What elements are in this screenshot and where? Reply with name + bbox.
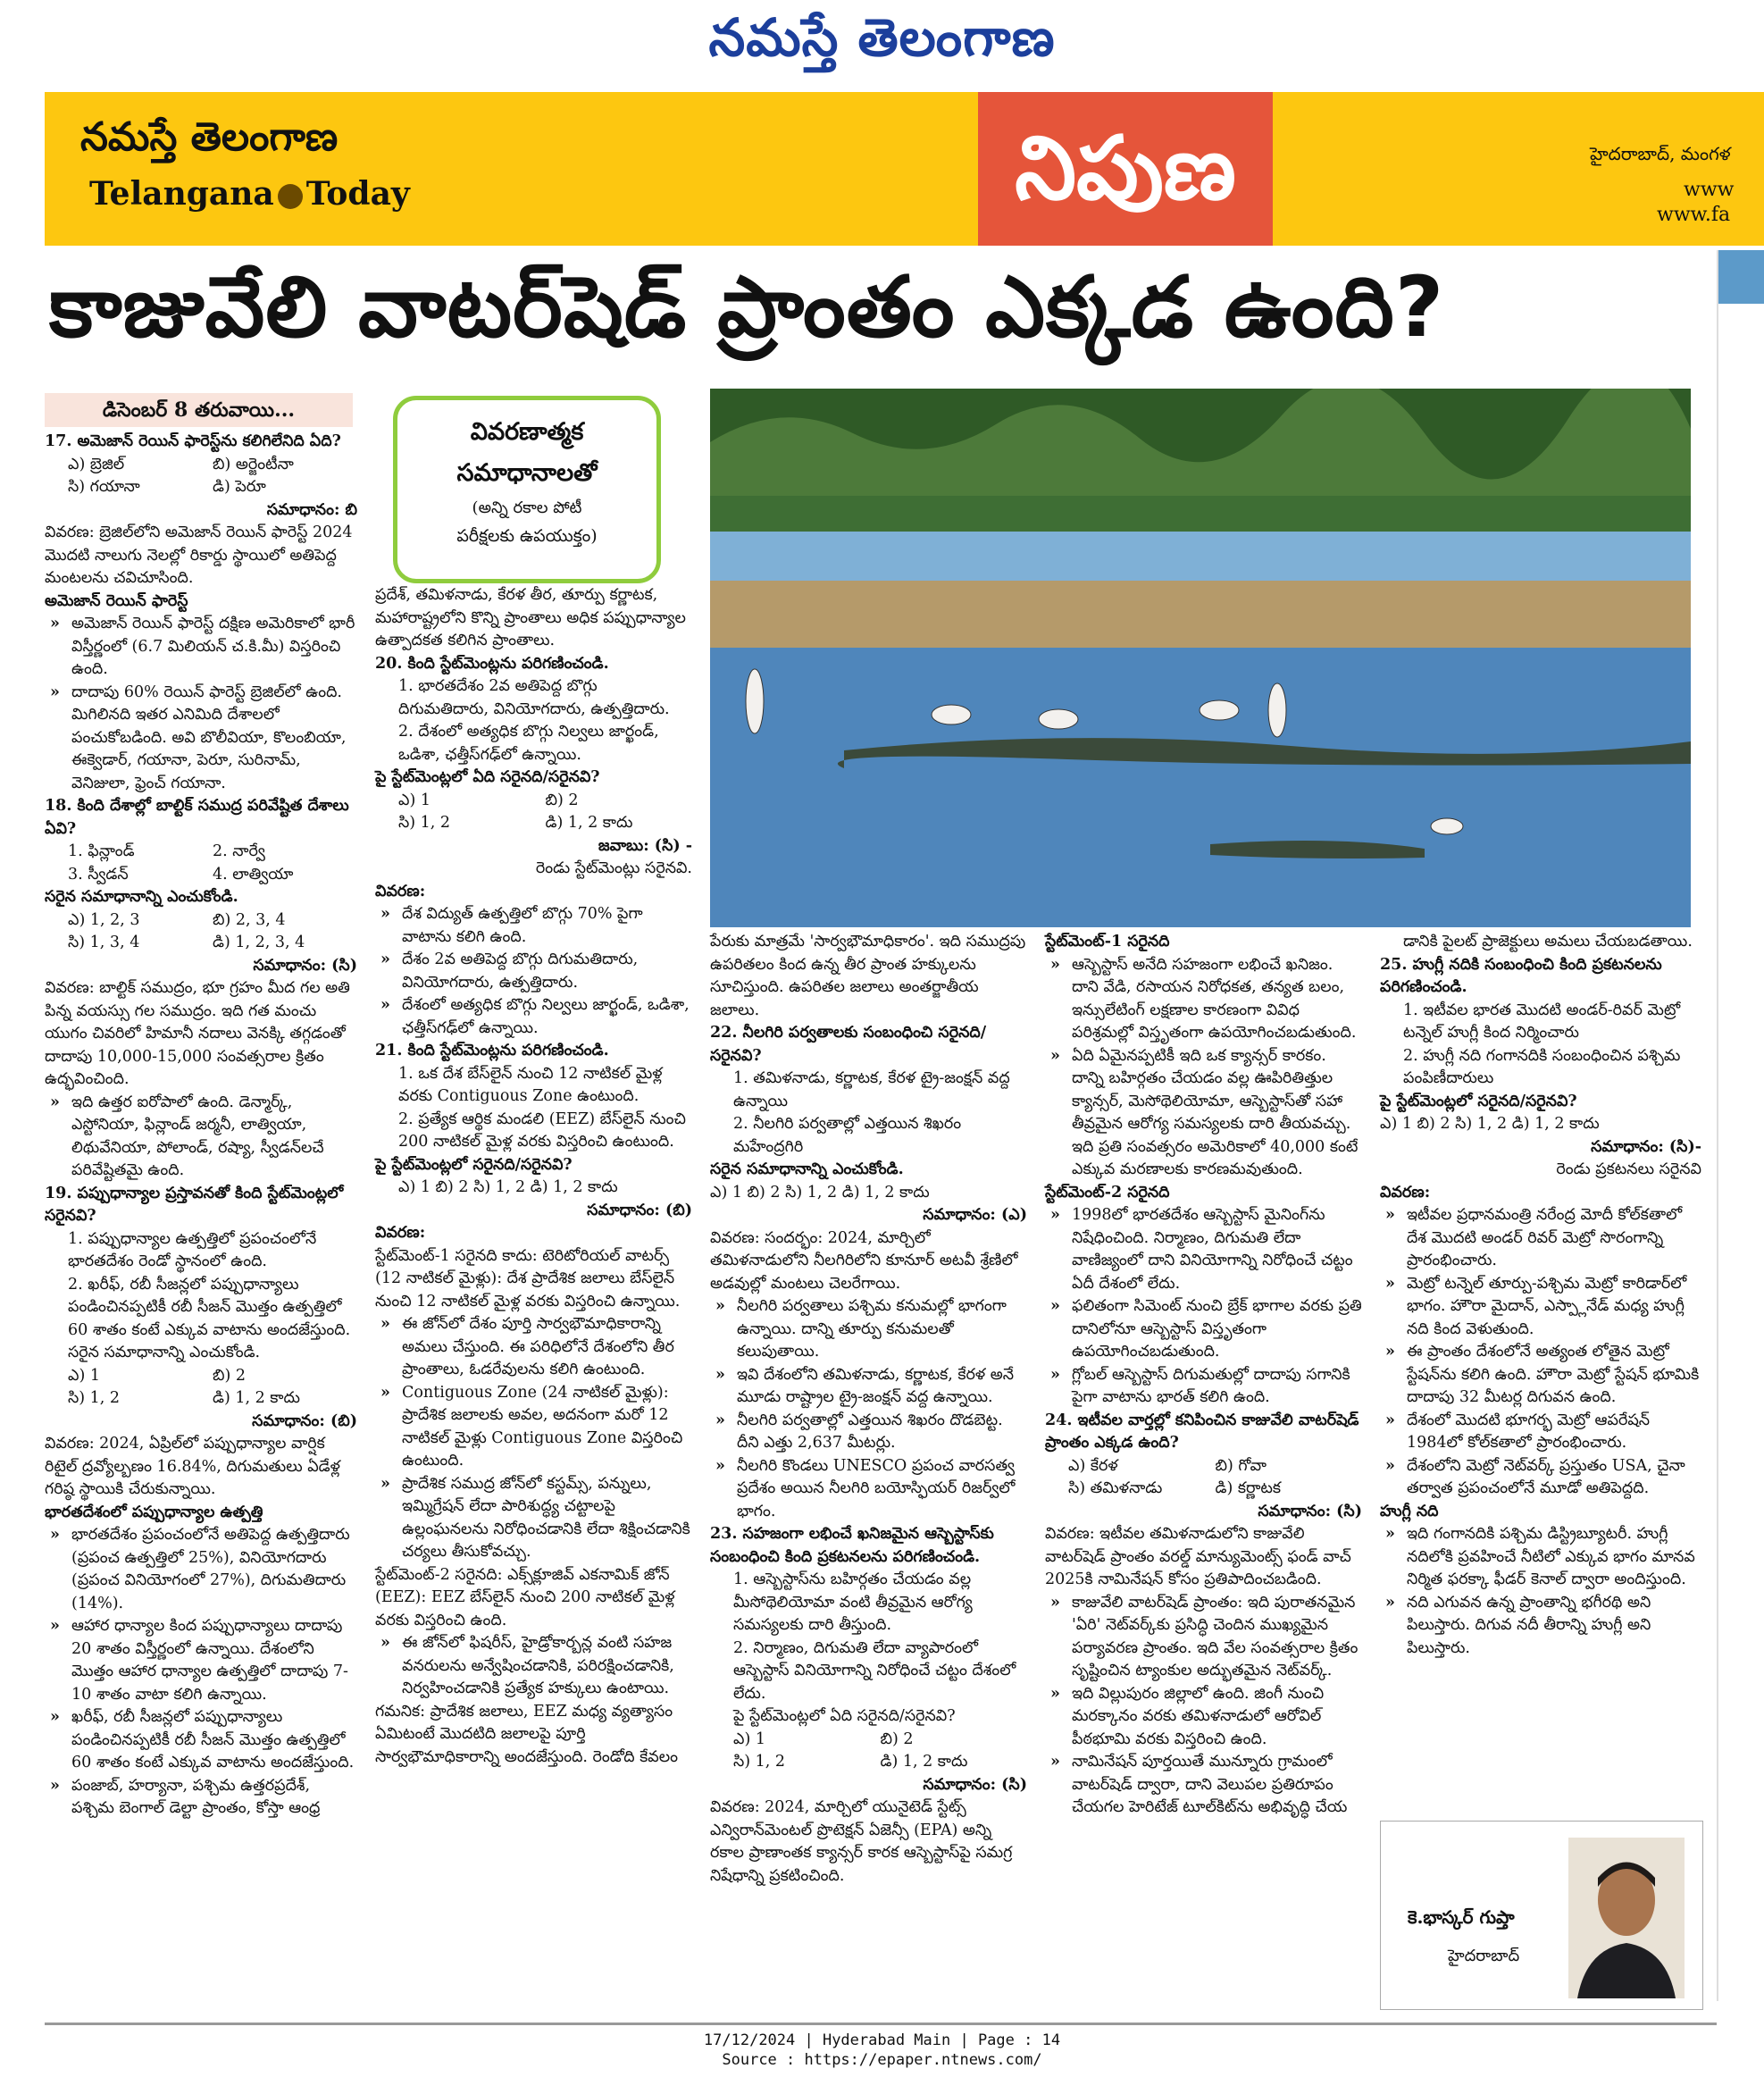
q21-point-4: » ఈ జోన్‌లో ఫిషరీస్, హైడ్రోకార్బన్ల వంటి సహజ వనరులను అన్వేషించడానికి, పరిరక్షించడానికి, నిర్వహించడానికి ప్రత్యేక హక్కులు ఉంటాయి. xyxy=(375,1632,692,1701)
q19-options-row2 xyxy=(45,1387,357,1411)
q17-options-row1 xyxy=(45,454,357,477)
q23-options-row1 xyxy=(710,1729,1027,1752)
q17-text: 17. అమెజాన్ రెయిన్ ఫారెస్ట్‌ను కలిగిలేనిది ఏది? xyxy=(45,432,341,450)
column-5 xyxy=(1380,931,1701,1660)
q22-answer: సమాధానం: (ఎ) xyxy=(923,1206,1027,1224)
callout-line4: పరీక్షలకు ఉపయుక్తం) xyxy=(456,526,598,546)
q24-option-d: డి) కర్ణాటక xyxy=(1215,1479,1282,1497)
q20-point-3: » దేశంలో అత్యధిక బొగ్గు నిల్వలు జార్ఖండ్, ఒడిశా, ఛత్తీస్‌గఢ్‌లో ఉన్నాయి. xyxy=(375,994,692,1040)
q23-prompt: పై స్టేట్‌మెంట్లలో ఏది సరైనది/సరైనవి? xyxy=(733,1707,956,1725)
pulses-point-3: » ఖరీఫ్, రబీ సీజన్లలో పప్పుధాన్యాలు పండించినప్పటికీ రబీ సీజన్ మొత్తం ఉత్పత్తిలో 60 శాతం కంటే ఎక్కువ వాటాను అందజేస్తుంది. xyxy=(45,1706,357,1775)
q19-statement-2: 2. ఖరీఫ్, రబీ సీజన్లలో పప్పుధాన్యాలు పండించినప్పటికీ రబీ సీజన్ మొత్తం ఉత్పత్తిలో 60 శాతం కంటే ఎక్కువ వాటాను అందజేస్తుంది. xyxy=(68,1275,351,1339)
hooghly-point-5: » దేశంలోని మెట్రో నెట్‌వర్క్ ప్రస్తుతం USA, చైనా తర్వాత ప్రపంచంలోనే మూడో అతిపెద్దది. xyxy=(1380,1455,1701,1501)
q18-items-row1 xyxy=(45,841,357,864)
q18-answer: సమాధానం: (సి) xyxy=(253,956,357,975)
page-headline: కాజువేలి వాటర్‌షెడ్ ప్రాంతం ఎక్కడ ఉంది? xyxy=(49,259,1445,356)
q20-statement-2: 2. దేశంలో అత్యధిక బొగ్గు నిల్వలు జార్ఖండ్, ఒడిశా, ఛత్తీస్‌గఢ్‌లో ఉన్నాయి. xyxy=(398,723,659,764)
q17-option-b: బి) అర్జెంటీనా xyxy=(213,455,294,473)
hooghly-point-2: » మెట్రో టన్నెల్ తూర్పు-పశ్చిమ మెట్రో కారిడార్‌లో భాగం. హౌరా మైదాన్, ఎస్ప్లానేడ్ మధ్య హుగ్లీ నది కింద వెళుతుంది. xyxy=(1380,1273,1701,1342)
q20-option-c: సి) 1, 2 xyxy=(398,814,451,832)
q18-prompt: సరైన సమాధానాన్ని ఎంచుకోండి. xyxy=(45,888,238,906)
hooghly-point-3: » ఈ ప్రాంతం దేశంలోనే అత్యంత లోతైన మెట్రో స్టేషన్‌ను కలిగి ఉంది. హౌరా మెట్రో స్టేషన్ భూమికి దాదాపు 32 మీటర్ల దిగువన ఉంది. xyxy=(1380,1341,1701,1410)
q23-text: 23. సహజంగా లభించే ఖనిజమైన ఆస్బెస్టాస్‌కు సంబంధించి కింది ప్రకటనలను పరిగణించండి. xyxy=(710,1525,994,1566)
q18-point-1: » ఇది ఉత్తర ఐరోపాలో ఉంది. డెన్మార్క్, ఎస్టోనియా, ఫిన్లాండ్ జర్మనీ, లాత్వియా, లిథువేనియా, పోలాండ్, రష్యా, స్వీడన్‌లచే పరివేష్టితమై ఉంది. xyxy=(45,1092,357,1183)
q21-explanation-label: వివరణ: xyxy=(375,1224,426,1242)
q17-option-a: ఎ) బ్రెజిల్ xyxy=(68,455,125,473)
asbestos-point-3: » 1998లో భారతదేశం ఆస్బెస్టాస్ మైనింగ్‌ను నిషేధించింది. నిర్మాణం, దిగుమతి లేదా వాణిజ్యంలో దాని వినియోగాన్ని నిరోధించే చట్టం ఏదీ దేశంలో లేదు. xyxy=(1045,1204,1362,1295)
pulses-heading: భారతదేశంలో పప్పుధాన్యాల ఉత్పత్తి xyxy=(45,1503,263,1521)
brand-english-part1: Telangana xyxy=(89,175,274,213)
q17-options-row2 xyxy=(45,476,357,499)
q19-option-d: డి) 1, 2 కాదు xyxy=(213,1389,300,1407)
asbestos-point-5: » గ్లోబల్ ఆస్బెస్టాస్ దిగుమతుల్లో దాదాపు సగానికి పైగా వాటాను భారత్ కలిగి ఉంది. xyxy=(1045,1364,1362,1410)
q18-item-4: 4. లాత్వియా xyxy=(213,865,294,884)
q18-item-2: 2. నార్వే xyxy=(213,842,265,860)
q19-options-row1 xyxy=(45,1365,357,1388)
author-name: కె.భాస్కర్ గుప్తా xyxy=(1408,1906,1515,1928)
masthead-title: నమస్తే తెలంగాణ xyxy=(708,7,1056,68)
q21-point-1: » ఈ జోన్‌లో దేశం పూర్తి సార్వభౌమాధికారాన్ని అమలు చేస్తుంది. ఈ పరిధిలోనే దేశంలోని తీర ప్రాంతాలు, ఓడరేవులను కలిగి ఉంటుంది. xyxy=(375,1313,692,1382)
q21-note: గమనిక: ప్రాదేశిక జలాలు, EEZ మధ్య వ్యత్యాసం ఏమిటంటే మొదటిది జలాలపై పూర్తి సార్వభౌమాధికారాన్ని అందజేస్తుంది. రెండోది కేవలం xyxy=(375,1702,679,1766)
asbestos-point-4: » ఫలితంగా సిమెంట్ నుంచి బ్రేక్ భాగాల వరకు ప్రతి దానిలోనూ ఆస్బెస్టాస్ విస్తృతంగా ఉపయోగించబడుతుంది. xyxy=(1045,1295,1362,1364)
q20-explanation-label: వివరణ: xyxy=(375,882,426,900)
q21-point-2: » Contiguous Zone (24 నాటికల్ మైళ్లు): ప్రాదేశిక జలాలకు అవల, అదనంగా మరో 12 నాటికల్ మైళ్లు Contiguous Zone విస్తరించి ఉంటుంది. xyxy=(375,1382,692,1473)
kazhuveli-point-3: » నామినేషన్ పూర్తయితే మున్నూరు గ్రామంలో వాటర్‌షెడ్ ద్వారా, దాని వెలుపల ప్రతిరూపం చేయగల హెరిటేజ్ టూల్‌కిట్‌ను అభివృద్ధి చేయ xyxy=(1045,1751,1362,1820)
q20-option-b: బి) 2 xyxy=(545,791,579,809)
author-photo xyxy=(1568,1838,1685,1998)
q18-text: 18. కింది దేశాల్లో బాల్టిక్ సముద్ర పరివేష్టిత దేశాలు ఏవి? xyxy=(45,797,349,838)
q21-point-3: » ప్రాదేశిక సముద్ర జోన్‌లో కస్టమ్స్, పన్నులు, ఇమ్మిగ్రేషన్ లేదా పారిశుద్ధ్య చట్టాలపై ఉల్లంఘనలను నిరోధించడానికి లేదా శిక్షించడానికి చర్యలు తీసుకోవచ్చు. xyxy=(375,1473,692,1564)
q23-option-d: డి) 1, 2 కాదు xyxy=(880,1753,968,1771)
q20-statement-1: 1. భారతదేశం 2వ అతిపెద్ద బొగ్గు దిగుమతిదారు, వినియోగదారు, ఉత్పత్తిదారు. xyxy=(398,677,670,718)
q20-point-1: » దేశ విద్యుత్ ఉత్పత్తిలో బొగ్గు 70% పైగా వాటాను కలిగి ఉంది. xyxy=(375,903,692,949)
kazhuveli-point-1: » కాజువేలి వాటర్‌షెడ్ ప్రాంతం: ఇది పురాతనమైన 'ఏరి' నెట్‌వర్క్‌కు ప్రసిద్ధి చెందిన ముఖ్యమైన పర్యావరణ ప్రాంతం. ఇది వేల సంవత్సరాల క్రితం సృష్టించిన ట్యాంకుల అద్భుతమైన నెట్‌వర్క్. xyxy=(1045,1592,1362,1683)
q20-options-row2 xyxy=(375,812,692,835)
author-box xyxy=(1380,1821,1703,2010)
continued-subhead: డిసెంబర్ 8 తరువాయి... xyxy=(45,393,353,427)
q20-answer: జవాబు: (సి) - xyxy=(598,836,692,855)
section-name: నిపుణ xyxy=(978,92,1273,246)
q21-options: ఎ) 1 బి) 2 సి) 1, 2 డి) 1, 2 కాదు xyxy=(398,1178,618,1196)
q20-answer-note: రెండు స్టేట్‌మెంట్లు సరైనవి. xyxy=(535,859,692,877)
asbestos-point-2: » ఏది ఏమైనప్పటికీ ఇది ఒక క్యాన్సర్ కారకం. దాన్ని బహిర్గతం చేయడం వల్ల ఊపిరితిత్తుల క్యాన్సర్, మెసోథెలియోమా, ఆస్బెస్టాస్‌తో సహా తీవ్రమైన ఆరోగ్య సమస్యలకు దారి తీయవచ్చు. ఇది ప్రతి సంవత్సరం అమెరికాలో 40,000 కంటే ఎక్కువ మరణాలకు కారణమవుతుంది. xyxy=(1045,1045,1362,1182)
q24-answer: సమాధానం: (సి) xyxy=(1258,1502,1362,1520)
statement-2-heading: స్టేట్‌మెంట్-2 సరైనది xyxy=(1045,1183,1170,1202)
q22-prompt: సరైన సమాధానాన్ని ఎంచుకోండి. xyxy=(710,1160,904,1178)
q25-statement-1: 1. ఇటీవల భారత మొదటి అండర్-రివర్ మెట్రో టన్నెల్ హుగ్లీ కింద నిర్మించారు xyxy=(1403,1001,1681,1042)
q18-option-d: డి) 1, 2, 3, 4 xyxy=(213,934,305,951)
photo-illustration xyxy=(710,389,1691,927)
q20-prompt: పై స్టేట్‌మెంట్లలో ఏది సరైనది/సరైనవి? xyxy=(375,768,600,786)
q21-prompt: పై స్టేట్‌మెంట్లలో సరైనది/సరైనవి? xyxy=(375,1155,573,1174)
hooghly-river-point-2: » నది ఎగువన ఉన్న ప్రాంతాన్ని భగీరథి అని పిలుస్తారు. దిగువ నదీ తీరాన్ని హుగ్లీ అని పిలుస్తారు. xyxy=(1380,1592,1701,1661)
q18-items-row2 xyxy=(45,864,357,887)
q22-point-4: » నీలగిరి కొండలు UNESCO ప్రపంచ వారసత్వ ప్రదేశం అయిన నీలగిరి బయోస్ఫియర్ రిజర్వ్‌లో భాగం. xyxy=(710,1455,1027,1524)
emblem-icon xyxy=(278,184,303,209)
q24-option-a: ఎ) కేరళ xyxy=(1068,1456,1118,1475)
callout-box xyxy=(393,396,661,583)
q19-statement-1: 1. పప్పుధాన్యాల ఉత్పత్తిలో ప్రపంచంలోనే భారతదేశం రెండో స్థానంలో ఉంది. xyxy=(68,1229,317,1270)
col3-continued: పేరుకు మాత్రమే 'సార్వభౌమాధికారం'. ఇది సముద్రపు ఉపరితలం కింద ఉన్న తీర ప్రాంత హక్కులను సూచిస్తుంది. ఉపరితల జలాలు అంతర్జాతీయ జలాలు. xyxy=(710,933,1026,1019)
q24-explanation: వివరణ: ఇటీవల తమిళనాడులోని కాజువేలి వాటర్‌షెడ్ ప్రాంతం వరల్డ్ మాన్యుమెంట్స్ ఫండ్ వాచ్ 2025కి నామినేషన్ కోసం ప్రతిపాదించబడింది. xyxy=(1045,1525,1351,1588)
q23-answer: సమాధానం: (సి) xyxy=(923,1775,1027,1794)
column-2 xyxy=(375,584,692,1769)
author-avatar xyxy=(1568,1838,1685,1998)
q19-option-b: బి) 2 xyxy=(213,1366,247,1385)
q17-answer: సమాధానం: బి xyxy=(266,500,357,519)
column-1 xyxy=(45,431,357,1821)
q22-point-2: » ఇవి దేశంలోని తమిళనాడు, కర్ణాటక, కేరళ అనే మూడు రాష్ట్రాల ట్రై-జంక్షన్ వద్ద ఉన్నాయి. xyxy=(710,1364,1027,1410)
q23-options-row2 xyxy=(710,1751,1027,1774)
q22-point-1: » నీలగిరి పర్వతాలు పశ్చిమ కనుమల్లో భాగంగా ఉన్నాయి. దాన్ని తూర్పు కనుమలతో కలుపుతాయి. xyxy=(710,1295,1027,1364)
kazhuveli-point-2: » ఇది విల్లుపురం జిల్లాలో ఉంది. జింగీ నుంచి మరక్కానం వరకు తమిళనాడులో ఆరోవిల్ పీఠభూమి వరకు విస్తరించి ఉంది. xyxy=(1045,1683,1362,1752)
callout-line1: వివరణాత్మక xyxy=(470,418,584,446)
col2-continued: ప్రదేశ్, తమిళనాడు, కేరళ తీర, తూర్పు కర్ణాటక, మహారాష్ట్రలోని కొన్ని ప్రాంతాలు అధిక పప్పుధాన్యాల ఉత్పాదకత కలిగిన ప్రాంతాలు. xyxy=(375,586,686,649)
column-4 xyxy=(1045,931,1362,1820)
pulses-point-4: » పంజాబ్, హర్యానా, పశ్చిమ ఉత్తరప్రదేశ్, పశ్చిమ బెంగాల్ డెల్టా ప్రాంతం, కోస్తా ఆంధ్ర xyxy=(45,1775,357,1821)
hooghly-heading: హుగ్లీ నది xyxy=(1380,1502,1439,1520)
statement-1-heading: స్టేట్‌మెంట్-1 సరైనది xyxy=(1045,933,1170,951)
callout-line2: సమాధానాలతో xyxy=(456,459,598,487)
q18-option-b: బి) 2, 3, 4 xyxy=(213,910,286,929)
q20-option-a: ఎ) 1 xyxy=(398,791,431,809)
q22-text: 22. నీలగిరి పర్వతాలకు సంబంధించి సరైనది/సరైనవి? xyxy=(710,1024,987,1065)
q21-statement-1-detail: స్టేట్‌మెంట్-1 సరైనది కాదు: టెరిటోరియల్ వాటర్స్ (12 నాటికల్ మైళ్లు): దేశ ప్రాదేశిక జలాలు బేస్‌లైన్ నుంచి 12 నాటికల్ మైళ్ల వరకు విస్తరించి ఉన్నాయి. xyxy=(375,1246,681,1311)
q17-option-c: సి) గయానా xyxy=(68,478,140,496)
q18-item-1: 1. ఫిన్లాండ్ xyxy=(68,842,135,860)
q18-option-a: ఎ) 1, 2, 3 xyxy=(68,910,140,929)
column-3 xyxy=(710,931,1027,1888)
q25-prompt: పై స్టేట్‌మెంట్లలో సరైనది/సరైనవి? xyxy=(1380,1092,1577,1110)
q21-statement-2-detail: స్టేట్‌మెంట్-2 సరైనది: ఎక్స్‌క్లూజివ్ ఎకనామిక్ జోన్ (EEZ): EEZ బేస్‌లైన్ నుంచి 200 నాటికల్ మైళ్ల వరకు విస్తరించి ఉంది. xyxy=(375,1565,675,1629)
footer-source-line: Source : https://epaper.ntnews.com/ xyxy=(722,2051,1042,2069)
website-1: www xyxy=(1684,179,1735,201)
brand-english-part2: Today xyxy=(305,175,410,213)
callout-line3: (అన్ని రకాల పోటీ xyxy=(472,498,582,517)
q19-prompt: సరైన సమాధానాన్ని ఎంచుకోండి. xyxy=(68,1344,261,1361)
q17-explanation: వివరణ: బ్రెజిల్‌లోని అమెజాన్ రెయిన్ ఫారెస్ట్ 2024 మొదటి నాలుగు నెలల్లో రికార్డు స్థాయిలో అతిపెద్ద మంటలను చవిచూసింది. xyxy=(45,523,353,587)
q18-item-3: 3. స్వీడన్ xyxy=(68,865,129,884)
q25-explanation-label: వివరణ: xyxy=(1380,1183,1431,1202)
q20-point-2: » దేశం 2వ అతిపెద్ద బొగ్గు దిగుమతిదారు, వినియోగదారు, ఉత్పత్తిదారు. xyxy=(375,949,692,994)
q23-option-c: సి) 1, 2 xyxy=(733,1753,786,1771)
page-footer xyxy=(0,2031,1764,2070)
q19-explanation: వివరణ: 2024, ఏప్రిల్‌లో పప్పుధాన్యాల వార్షిక రిటైల్ ద్రవ్యోల్బణం 16.84%, దిగుమతులు ఏడేళ్ల గరిష్ఠ స్థాయికి చేరుకున్నాయి. xyxy=(45,1435,340,1498)
q18-option-c: సి) 1, 3, 4 xyxy=(68,934,140,951)
q24-options-row2 xyxy=(1045,1478,1362,1501)
brand-english xyxy=(89,175,410,213)
amazon-heading: అమెజాన్ రెయిన్ ఫారెస్ట్ xyxy=(45,591,188,610)
q22-statement-1: 1. తమిళనాడు, కర్ణాటక, కేరళ ట్రై-జంక్షన్ వద్ద ఉన్నాయి xyxy=(733,1069,1010,1110)
footer-date-line: 17/12/2024 | Hyderabad Main | Page : 14 xyxy=(703,2031,1061,2049)
asbestos-point-1: » ఆస్బెస్టాస్ అనేది సహజంగా లభించే ఖనిజం. దాని వేడి, రసాయన నిరోధకత, తన్యత బలం, ఇన్సులేటింగ్ లక్షణాల కారణంగా వివిధ పరిశ్రమల్లో విస్తృతంగా ఉపయోగించబడుతుంది. xyxy=(1045,954,1362,1045)
right-edge-strip xyxy=(1717,250,1764,2001)
hooghly-river-point-1: » ఇది గంగానదికి పశ్చిమ డిస్ట్రిబ్యూటరీ. హుగ్లీ నదిలోకి ప్రవహించే నీటిలో ఎక్కువ భాగం మానవ నిర్మిత ఫరక్కా ఫీడర్ కెనాల్ ద్వారా అందిస్తుంది. xyxy=(1380,1523,1701,1592)
amazon-point-2: » దాదాపు 60% రెయిన్ ఫారెస్ట్ బ్రెజిల్‌లో ఉంది. మిగిలినది ఇతర ఎనిమిది దేశాలలో పంచుకోబడింది. అవి బొలీవియా, కొలంబియా, ఈక్వెడార్, గయానా, పెరూ, సురినామ్, వెనిజులా, ఫ్రెంచ్ గయానా. xyxy=(45,682,357,796)
q21-text: 21. కింది స్టేట్‌మెంట్లను పరిగణించండి. xyxy=(375,1042,609,1059)
q21-statement-1: 1. ఒక దేశ బేస్‌లైన్ నుంచి 12 నాటికల్ మైళ్ల వరకు Contiguous Zone ఉంటుంది. xyxy=(398,1064,663,1105)
col5-continued: డానికి పైలట్ ప్రాజెక్టులు అమలు చేయబడతాయి. xyxy=(1403,933,1693,951)
lake-birds-photo xyxy=(710,389,1691,927)
q18-options-row2 xyxy=(45,932,357,955)
q20-options-row1 xyxy=(375,790,692,813)
q21-answer: సమాధానం: (బి) xyxy=(587,1201,692,1219)
q24-text: 24. ఇటీవల వార్తల్లో కనిపించిన కాజువేలి వాటర్‌షెడ్ ప్రాంతం ఎక్కడ ఉంది? xyxy=(1045,1411,1359,1452)
q20-text: 20. కింది స్టేట్‌మెంట్లను పరిగణించండి. xyxy=(375,654,609,673)
hooghly-point-1: » ఇటీవల ప్రధానమంత్రి నరేంద్ర మోదీ కోల్‌కతాలో దేశ మొదటి అండర్ రివర్ మెట్రో సొరంగాన్ని ప్రారంభించారు. xyxy=(1380,1204,1701,1273)
brand-telugu: నమస్తే తెలంగాణ xyxy=(80,114,339,160)
q25-answer: సమాధానం: (సి)- xyxy=(1591,1137,1701,1156)
website-2: www.fa xyxy=(1657,204,1731,226)
q24-options-row1 xyxy=(1045,1455,1362,1478)
q24-option-b: బి) గోవా xyxy=(1215,1456,1267,1475)
q18-explanation: వివరణ: బాల్టిక్ సముద్రం, భూ గ్రహం మీద గల అతి పిన్న వయస్సు గల సముద్రం. ఇది గత మంచు యుగం చివరిలో హిమానీ నదాలు వెనక్కి తగ్గడంతో దాదాపు 10,000-15,000 సంవత్సరాల క్రితం ఉద్భవించింది. xyxy=(45,979,350,1088)
q20-option-d: డి) 1, 2 కాదు xyxy=(545,814,633,832)
dateline: హైదరాబాద్, మంగళ xyxy=(1590,143,1731,164)
pulses-point-1: » భారతదేశం ప్రపంచంలోనే అతిపెద్ద ఉత్పత్తిదారు (ప్రపంచ ఉత్పత్తిలో 25%), వినియోగదారు (ప్రపంచ వినియోగంలో 27%), దిగుమతిదారు (14%). xyxy=(45,1524,357,1615)
q18-options-row1 xyxy=(45,909,357,933)
author-city: హైదరాబాద్ xyxy=(1448,1947,1520,1965)
q22-options: ఎ) 1 బి) 2 సి) 1, 2 డి) 1, 2 కాదు xyxy=(710,1183,930,1202)
q19-text: 19. పప్పుధాన్యాల ప్రస్తావనతో కింది స్టేట్‌మెంట్లలో సరైనవి? xyxy=(45,1184,344,1225)
hooghly-point-4: » దేశంలో మొదటి భూగర్భ మెట్రో ఆపరేషన్ 1984లో కోల్‌కతాలో ప్రారంభించారు. xyxy=(1380,1410,1701,1455)
q21-statement-2: 2. ప్రత్యేక ఆర్థిక మండలి (EEZ) బేస్‌లైన్ నుంచి 200 నాటికల్ మైళ్ల వరకు విస్తరించి ఉంటుంది. xyxy=(398,1110,686,1151)
q23-option-b: బి) 2 xyxy=(880,1729,914,1748)
q25-options: ఎ) 1 బి) 2 సి) 1, 2 డి) 1, 2 కాదు xyxy=(1380,1115,1600,1133)
q25-statement-2: 2. హుగ్లీ నది గంగానదికి సంబంధించిన పశ్చిమ పంపిణీదారులు xyxy=(1403,1046,1681,1087)
q17-option-d: డి) పెరూ xyxy=(213,478,266,496)
q23-statement-1: 1. ఆస్బెస్టాస్‌ను బహిర్గతం చేయడం వల్ల మీసోథెలియోమా వంటి తీవ్రమైన ఆరోగ్య సమస్యలకు దారి తీస్తుంది. xyxy=(733,1570,973,1634)
q19-option-a: ఎ) 1 xyxy=(68,1366,100,1385)
q22-point-3: » నీలగిరి పర్వతాల్లో ఎత్తయిన శిఖరం దొడబెట్ట. దీని ఎత్తు 2,637 మీటర్లు. xyxy=(710,1410,1027,1455)
q19-answer: సమాధానం: (బి) xyxy=(252,1411,357,1430)
amazon-point-1: » అమెజాన్ రెయిన్ ఫారెస్ట్ దక్షిణ అమెరికాలో భారీ విస్తీర్ణంలో (6.7 మిలియన్ చ.కి.మీ) విస్తరించి ఉంది. xyxy=(45,613,357,682)
q22-explanation: వివరణ: సందర్భం: 2024, మార్చిలో తమిళనాడులోని నీలగిరిలోని కూనూర్ అటవీ శ్రేణిలో అడవుల్లో మంటలు చెలరేగాయి. xyxy=(710,1228,1018,1293)
decorative-art xyxy=(1718,250,1764,304)
pulses-point-2: » ఆహార ధాన్యాల కింద పప్పుధాన్యాలు దాదాపు 20 శాతం విస్తీర్ణంలో ఉన్నాయి. దేశంలోని మొత్తం ఆహార ధాన్యాల ఉత్పత్తిలో దాదాపు 7-10 శాతం వాటా కలిగి ఉన్నాయి. xyxy=(45,1615,357,1706)
q19-option-c: సి) 1, 2 xyxy=(68,1389,121,1407)
q25-answer-note: రెండు ప్రకటనలు సరైనవి xyxy=(1556,1160,1701,1178)
q22-statement-2: 2. నీలగిరి పర్వతాల్లో ఎత్తయిన శిఖరం మహేంద్రగిరి xyxy=(733,1115,962,1156)
footer-rule xyxy=(45,2023,1717,2025)
q23-option-a: ఎ) 1 xyxy=(733,1729,765,1748)
q23-explanation: వివరణ: 2024, మార్చిలో యునైటెడ్ స్టేట్స్ ఎన్విరాన్‌మెంటల్ ప్రొటెక్షన్ ఏజెన్సీ (EPA) అన్ని రకాల ప్రాణాంతక క్యాన్సర్ కారక ఆస్బెస్టాస్‌పై సమగ్ర నిషేధాన్ని ప్రకటించింది. xyxy=(710,1798,1013,1885)
q23-statement-2: 2. నిర్మాణం, దిగుమతి లేదా వ్యాపారంలో ఆస్బెస్టాస్ వినియోగాన్ని నిరోధించే చట్టం దేశంలో లేదు. xyxy=(733,1638,1016,1703)
q24-option-c: సి) తమిళనాడు xyxy=(1068,1479,1163,1497)
q25-text: 25. హుగ్లీ నదికి సంబంధించి కింది ప్రకటనలను పరిగణించండి. xyxy=(1380,955,1662,996)
